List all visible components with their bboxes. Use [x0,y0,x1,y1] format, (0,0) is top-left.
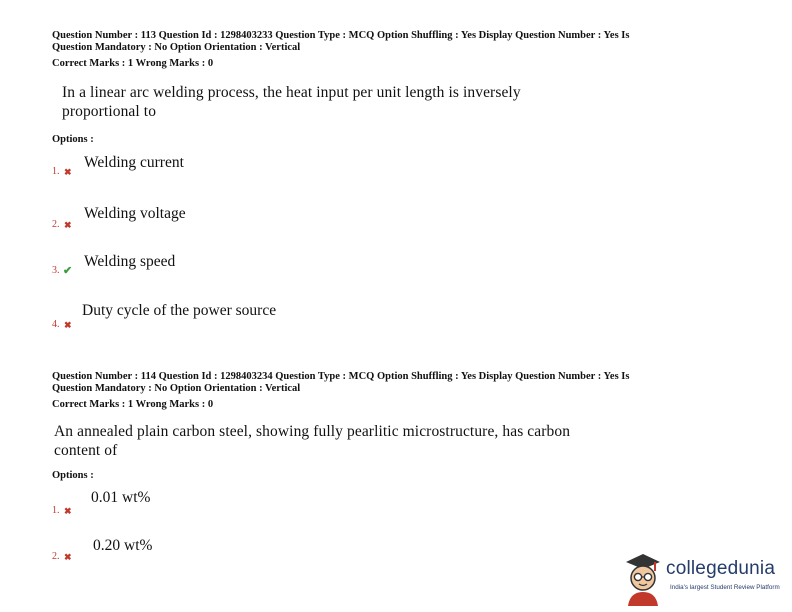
option-text: Welding current [84,154,184,171]
option-number: 2. [52,551,60,562]
option-text: Welding speed [84,253,176,270]
question-meta-line2: Question Mandatory : No Option Orientation : Vertical [52,383,301,394]
cross-icon: ✖ [64,320,72,330]
option-number: 3. [52,265,60,276]
question-meta-line1: Question Number : 114 Question Id : 1298403234 Question Type : MCQ Option Shuffling : Yes Display Question Number : Yes Is [52,371,630,382]
graduate-mascot-icon [620,548,666,606]
question-text: An annealed plain carbon steel, showing fully pearlitic microstructure, has carbon content of [54,423,571,459]
option-text: Welding voltage [84,205,186,222]
option-text: 0.20 wt% [93,537,153,554]
logo-tagline: India's largest Student Review Platform [670,584,780,591]
options-label: Options : [52,470,94,481]
question-113 [52,30,752,70]
logo-wordmark: collegedunia [666,558,776,579]
option-number: 1. [52,505,60,516]
option-text: 0.01 wt% [91,489,151,506]
cross-icon: ✖ [64,552,72,562]
question-114 [52,371,752,411]
question-marks: Correct Marks : 1 Wrong Marks : 0 [52,58,214,69]
collegedunia-logo [620,548,785,606]
question-marks: Correct Marks : 1 Wrong Marks : 0 [52,399,214,410]
question-meta-line1: Question Number : 113 Question Id : 1298403233 Question Type : MCQ Option Shuffling : Yes Display Question Number : Yes Is [52,30,630,41]
cross-icon: ✖ [64,506,72,516]
option-number: 1. [52,166,60,177]
option-number: 2. [52,219,60,230]
cross-icon: ✖ [64,167,72,177]
option-number: 4. [52,319,60,330]
option-text: Duty cycle of the power source [82,302,277,319]
cross-icon: ✖ [64,220,72,230]
question-text: In a linear arc welding process, the heat input per unit length is inversely proportional to [62,84,521,120]
check-icon: ✔ [63,265,73,277]
options-label: Options : [52,134,94,145]
question-meta-line2: Question Mandatory : No Option Orientation : Vertical [52,42,301,53]
